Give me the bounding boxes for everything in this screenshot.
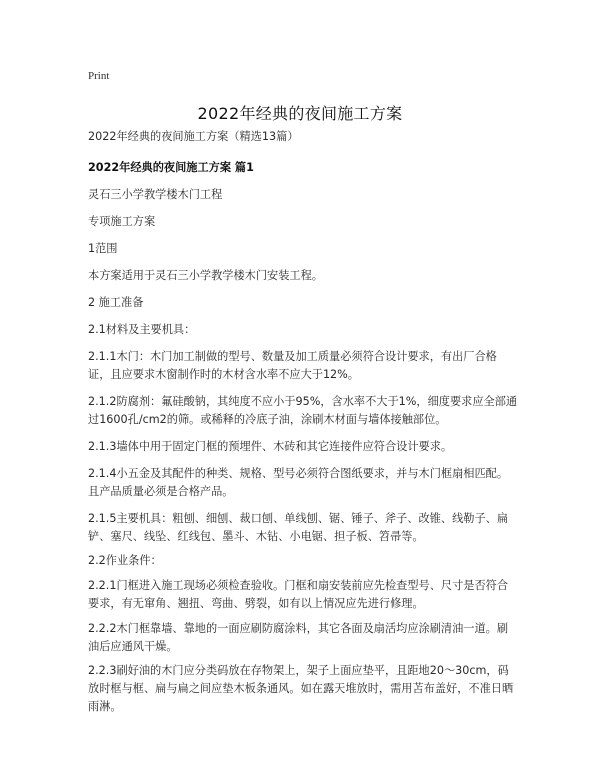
scope-paragraph: 本方案适用于灵石三小学教学楼木门安装工程。 (88, 269, 323, 282)
document-title: 2022年经典的夜间施工方案 (197, 104, 403, 123)
paragraph-2-1-4: 2.1.4小五金及其配件的种类、规格、型号必须符合图纸要求，并与木门框扇相匹配。且产品质量必须是合格产品。 (88, 467, 509, 498)
print-label: Print (88, 70, 110, 82)
materials-heading: 2.1材料及主要机具： (88, 323, 196, 336)
subtitle-paragraph: 2022年经典的夜间施工方案（精选13篇） (88, 130, 299, 143)
paragraph-2-1-2: 2.1.2防腐剂：氟硅酸钠，其纯度不应小于95%，含水率不大于1%，细度要求应全部通过1600孔/cm2的筛。或稀释的冷底子油，涂刷木材面与墙体接触部位。 (88, 395, 518, 426)
section-heading: 2022年经典的夜间施工方案 篇1 (88, 161, 254, 174)
section-scope-heading: 1范围 (88, 242, 118, 255)
project-name: 灵石三小学教学楼木门工程 (88, 188, 223, 201)
paragraph-2-1-3: 2.1.3墙体中用于固定门框的预埋件、木砖和其它连接件应符合设计要求。 (88, 440, 453, 453)
paragraph-2-2-1: 2.2.1门框进入施工现场必须检查验收。门框和扇安装前应先检查型号、尺寸是否符合要求，有无窜角、翘扭、弯曲、劈裂，如有以上情况应先进行修理。 (88, 579, 509, 610)
work-conditions-heading: 2.2作业条件： (88, 554, 162, 567)
paragraph-2-2-3: 2.2.3刷好油的木门应分类码放在存物架上，架子上面应垫平，且距地20～30cm，码放时框与框、扁与扁之间应垫木板条通风。如在露天堆放时，需用苫布盖好，不准日晒雨淋。 (88, 664, 514, 713)
plan-type: 专项施工方案 (88, 215, 156, 228)
paragraph-2-1-5: 2.1.5主要机具：粗刨、细刨、裁口刨、单线刨、锯、锤子、斧子、改锥、线勒子、扁铲、塞尺、线坠、红线包、墨斗、木钻、小电锯、担子板、笤帚等。 (88, 512, 509, 543)
section-prep-heading: 2 施工准备 (88, 296, 144, 309)
paragraph-2-1-1: 2.1.1木门：木门加工制做的型号、数量及加工质量必须符合设计要求，有出厂合格证，且应要求木窗制作时的木材含水率不应大于12%。 (88, 350, 497, 381)
paragraph-2-2-2: 2.2.2木门框靠墙、靠地的一面应刷防腐涂料，其它各面及扇活均应涂刷清油一道。刷油后应通风干燥。 (88, 622, 509, 653)
